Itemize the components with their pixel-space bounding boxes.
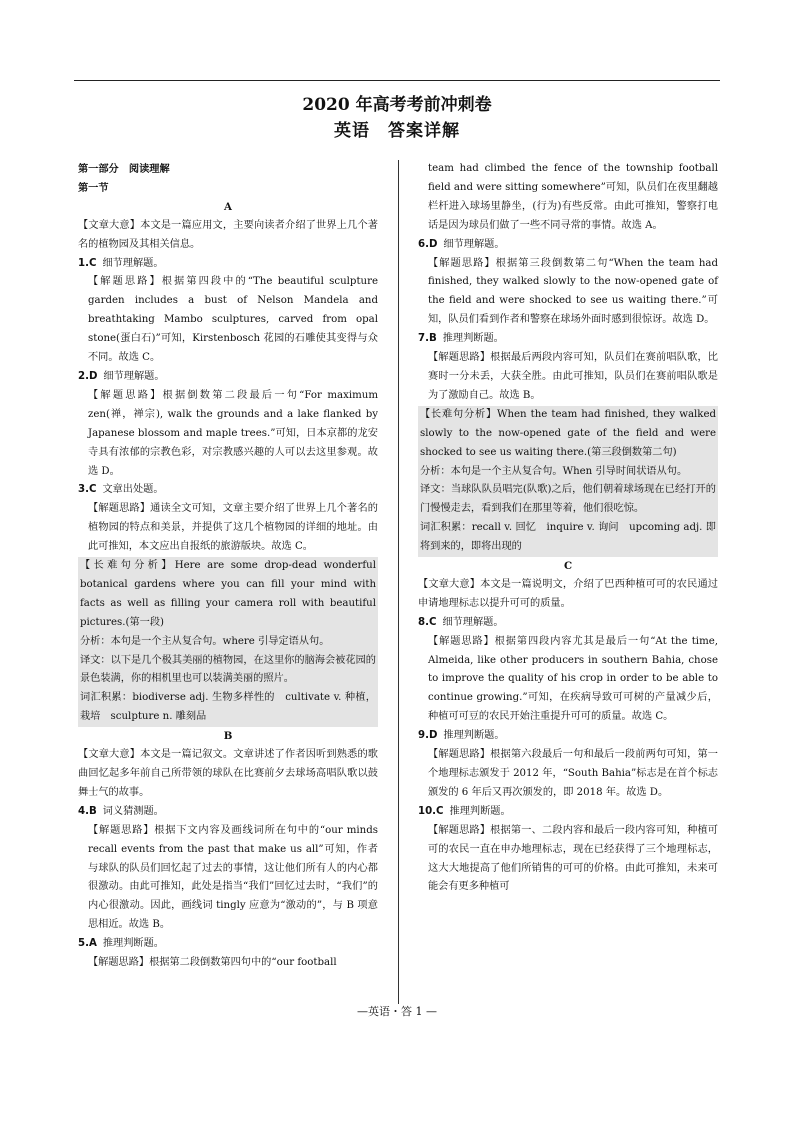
left-paragraph	[78, 160, 378, 179]
question-number: 9.D	[418, 730, 438, 742]
question-number: 3.C	[78, 484, 97, 496]
right-paragraph	[418, 576, 718, 614]
right-paragraph	[418, 519, 718, 557]
left-paragraph	[78, 954, 378, 973]
right-paragraph	[418, 633, 718, 728]
right-column	[418, 160, 718, 897]
right-paragraph	[418, 803, 718, 822]
paragraph-text: 【解题思路】根据第四段中的“The beautiful sculpture garden includes a bust of Nelson Mandela and breathtaking Mambo sculptures, carved from opal stone(蛋白石)”可知，Kirstenbosch 花园的石雕使其变得与众不同。故选 C。	[88, 276, 378, 364]
header-rule	[74, 80, 720, 81]
paragraph-text: 【文章大意】本文是一篇应用文，主要向读者介绍了世界上几个著名的植物园及其相关信息。	[78, 219, 378, 250]
left-paragraph	[78, 481, 378, 500]
left-paragraph	[78, 179, 378, 198]
paragraph-text: C	[563, 560, 573, 573]
paragraph-text: 词汇积累：biodiverse adj. 生物多样性的 cultivate v. 种植，栽培 sculpture n. 雕刻品	[80, 692, 376, 723]
paragraph-text: 【解题思路】根据第三段倒数第二句“When the team had finished, they walked slowly to the now-opened gate of the field and were shocked to see us waiting there.”可知，队员们看到作者和警察在球场外面时感到很惊讶。故选 D。	[428, 257, 718, 326]
paragraph-text: 【解题思路】根据第六段最后一句和最后一段前两句可知，第一个地理标志颁发于 2012 年，“South Bahia”标志是在首个标志颁发的 6 年后又再次颁发的，即 2018 年。故选 D。	[428, 749, 718, 798]
left-paragraph	[78, 217, 378, 255]
paragraph-text: 文章出处题。	[102, 484, 164, 496]
paragraph-text: 细节理解题。	[443, 238, 505, 250]
question-number: 8.C	[418, 616, 437, 628]
paragraph-text: 【长难句分析】Here are some drop-dead wonderful botanical gardens where you can fill your mind with facts as well as filling your camera roll with beautiful pictures.(第一段)	[80, 560, 376, 628]
paragraph-text: 推理判断题。	[443, 730, 505, 742]
paragraph-text: 细节理解题。	[102, 257, 164, 269]
left-paragraph	[78, 935, 378, 954]
paragraph-text: 【文章大意】本文是一篇记叙文。文章讲述了作者因听到熟悉的歌曲回忆起多年前自己所带领的球队在比赛前夕去球场高唱队歌以鼓舞士气的故事。	[78, 749, 378, 798]
question-number: 10.C	[418, 805, 444, 817]
left-paragraph	[78, 746, 378, 803]
left-column	[78, 160, 378, 973]
left-paragraph	[78, 652, 378, 690]
paragraph-text: 推理判断题。	[449, 805, 511, 817]
right-paragraph	[418, 406, 718, 463]
right-paragraph	[418, 746, 718, 803]
paragraph-text: 译文：以下是几个极其美丽的植物园，在这里你的脑海会被花园的景色装满，你的相机里也可以装满美丽的照片。	[80, 654, 376, 685]
page-title: 2020 年高考考前冲刺卷	[302, 95, 492, 115]
left-paragraph	[78, 803, 378, 822]
paragraph-text: 分析：本句是一个主从复合句。where 引导定语从句。	[80, 635, 330, 647]
right-paragraph	[418, 463, 718, 482]
paragraph-text: 【解题思路】根据第二段倒数第四句中的“our football	[88, 957, 337, 969]
left-paragraph	[78, 255, 378, 274]
paragraph-text: 推理判断题。	[442, 333, 504, 345]
page-subtitle: 英语 答案详解	[334, 121, 460, 141]
left-paragraph	[78, 633, 378, 652]
right-paragraph	[418, 236, 718, 255]
paragraph-text: 【解题思路】根据倒数第二段最后一句“For maximum zen(禅，禅宗), walk the grounds and a lake flanked by Japanese blossom and maple trees.”可知，日本京都的龙安寺具有浓郁的宗教色彩，对宗教感兴趣的人可以去这里参观。故选 D。	[88, 389, 378, 477]
paragraph-text: 【文章大意】本文是一篇说明文，介绍了巴西种植可可的农民通过申请地理标志以提升可可的质量。	[418, 578, 718, 609]
right-paragraph	[418, 330, 718, 349]
left-paragraph	[78, 198, 378, 217]
right-paragraph	[418, 255, 718, 331]
paragraph-text: A	[224, 200, 232, 213]
question-number: 2.D	[78, 370, 98, 382]
left-paragraph	[78, 557, 378, 633]
right-paragraph	[418, 349, 718, 406]
paragraph-text: 细节理解题。	[103, 370, 165, 382]
paragraph-text: 第一部分 阅读理解	[78, 163, 170, 175]
question-number: 7.B	[418, 333, 437, 345]
right-paragraph	[418, 727, 718, 746]
paragraph-text: 推理判断题。	[102, 938, 164, 950]
right-paragraph	[418, 557, 718, 576]
paragraph-text: 【解题思路】根据最后两段内容可知，队员们在赛前唱队歌，比赛时一分未丢，大获全胜。由此可推知，队员们在赛前唱队歌是为了激励自己。故选 B。	[428, 352, 718, 401]
right-paragraph	[418, 614, 718, 633]
paragraph-text: 【解题思路】根据第四段内容尤其是最后一句“At the time, Almeida, like other producers in southern Bahia, chose to improve the quality of his crop in order to be able to continue growing.”可知，在疾病导致可可树的产量减少后，种植可可豆的农民开始注重提升可可的质量。故选 C。	[428, 635, 718, 723]
paragraph-text: 【解题思路】根据第一、二段内容和最后一段内容可知，种植可可的农民一直在申办地理标志，现在已经获得了三个地理标志，这大大地提高了他们所销售的可可的价格。由此可推知，未来可能会有更多种植可	[428, 824, 718, 893]
right-paragraph	[418, 160, 718, 236]
paragraph-text: 【长难句分析】When the team had finished, they walked slowly to the now-opened gate of the field and were shocked to see us waiting there.(第三段倒数第二句)	[420, 408, 716, 458]
question-number: 5.A	[78, 938, 97, 950]
paragraph-text: 词汇积累：recall v. 回忆 inquire v. 询问 upcoming adj. 即将到来的，即将出现的	[420, 522, 716, 553]
left-paragraph	[78, 387, 378, 482]
paragraph-text: team had climbed the fence of the township football field and were sitting somewhere”可知，队员们在夜里翻越栏杆进入球场里静坐，(行为)有些反常。由此可推知，警察打电话是因为球员们做了一些不同寻常的事情。故选 A。	[428, 163, 718, 231]
right-paragraph	[418, 481, 718, 519]
question-number: 6.D	[418, 238, 438, 250]
column-divider	[398, 160, 399, 1004]
paragraph-text: 译文：当球队队员唱完(队歌)之后，他们朝着球场现在已经打开的门慢慢走去，看到我们在那里等着，他们很吃惊。	[420, 484, 716, 515]
left-paragraph	[78, 822, 378, 935]
paragraph-text: 第一节	[78, 181, 109, 194]
paragraph-text: 【解题思路】根据下文内容及画线词所在句中的“our minds recall events from the past that make us all”可知，作者与球队的队员们回忆起了过去的事情，这让他们所有人的内心都很激动。由此可推知，此处是指当“我们”回忆过去时，“我们”的内心很激动。因此，画线词 tingly 应意为“激动的”，与 B 项意思相近。故选 B。	[88, 824, 378, 931]
page-footer: —英语・答 1 —	[357, 1005, 437, 1018]
question-number: 4.B	[78, 805, 97, 817]
left-paragraph	[78, 689, 378, 727]
left-paragraph	[78, 500, 378, 557]
paragraph-text: 【解题思路】通读全文可知，文章主要介绍了世界上几个著名的植物园的特点和美景，并提供了这几个植物园的详细的地址。由此可推知，本文应出自报纸的旅游版块。故选 C。	[88, 503, 378, 553]
paragraph-text: 分析：本句是一个主从复合句。When 引导时间状语从句。	[420, 465, 688, 477]
question-number: 1.C	[78, 257, 97, 269]
left-paragraph	[78, 368, 378, 387]
paragraph-text: 词义猜测题。	[102, 805, 164, 817]
left-paragraph	[78, 727, 378, 746]
right-paragraph	[418, 822, 718, 898]
left-paragraph	[78, 273, 378, 368]
paragraph-text: B	[223, 730, 233, 743]
paragraph-text: 细节理解题。	[442, 616, 504, 628]
